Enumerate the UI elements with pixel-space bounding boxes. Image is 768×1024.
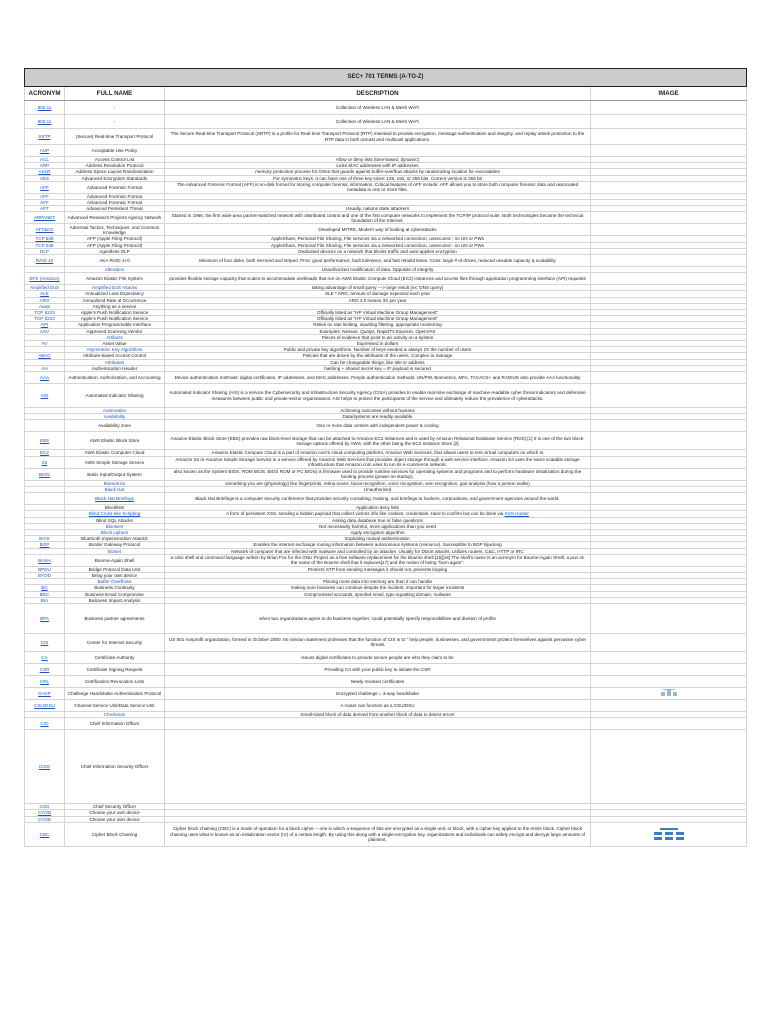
description-cell: ARO 3.0 means 3X per year bbox=[165, 297, 591, 303]
description-cell: SLE * ARO, amount of damage expected each year bbox=[165, 291, 591, 297]
full-name-cell: Basic Input/Output System bbox=[65, 468, 165, 480]
acronym-cell[interactable]: AUP bbox=[25, 145, 65, 157]
description-cell: Small-sized block of data derived from another block of data to detect errors bbox=[165, 711, 591, 717]
description-cell: Unauthorized bbox=[165, 486, 591, 492]
full-name-cell: Bridge Protocol Data Unit bbox=[65, 566, 165, 572]
description-cell: Collection of Wireless LAN & Mesh Wi-Fi bbox=[165, 115, 591, 129]
description-cell bbox=[165, 730, 591, 804]
full-name-cell: Annualized Rate of Occurrence bbox=[65, 297, 165, 303]
acronym-cell[interactable]: ACL bbox=[25, 157, 65, 163]
acronym-cell[interactable]: ASLR bbox=[25, 169, 65, 175]
description-cell: also known as the System BIOS, ROM BIOS, BIOS ROM or PC BIOS) is firmware used to provide runtime services for operating systems and programs and to perform hardware initialization during the booting process (power-on startup). bbox=[165, 468, 591, 480]
description-cell: Developed MITRE, Modern way of looking at cyberattacks bbox=[165, 224, 591, 236]
table-row bbox=[25, 129, 747, 145]
full-name-cell: Choose your own device bbox=[65, 816, 165, 822]
full-name-cell: Asset Value bbox=[65, 341, 165, 347]
acronym-cell[interactable]: CBC bbox=[25, 822, 65, 846]
image-cell bbox=[591, 718, 747, 730]
full-name-cell: Channel Service Unit/Data Service Unit bbox=[65, 699, 165, 711]
description-cell: Achieving outcomes without humans bbox=[165, 408, 591, 414]
description-cell: taking advantage of small query ---> large result (ex: DNS query) bbox=[165, 285, 591, 291]
description-cell: The Advanced Forensic Format (AFF) is on-disk format for storing computer forensic information. Critical features of AFF include: AFF allows you to store both computer forensic data and associated metadata in one or more files. bbox=[165, 181, 591, 193]
full-name-cell: - bbox=[65, 115, 165, 129]
image-cell bbox=[591, 456, 747, 468]
acronym-cell[interactable]: CSU/DSU bbox=[25, 699, 65, 711]
table-row bbox=[25, 687, 747, 699]
full-name-cell: Advanced Persistent Threat bbox=[65, 206, 165, 212]
full-name-cell: Business partner agreements bbox=[65, 603, 165, 633]
full-name-cell: - bbox=[65, 101, 165, 115]
description-cell: Compromised accounts, spoofed email, typo squatting domain, malware bbox=[165, 591, 591, 597]
full-name-cell: Center for Internet Security bbox=[65, 633, 165, 651]
image-cell bbox=[591, 633, 747, 651]
description-cell: Examples: Nessus, Qualys, Rapid7's Exposre, OpenVAS bbox=[165, 328, 591, 334]
full-name-cell: Adversial Tactics, Techniques, and Common Knowledge bbox=[65, 224, 165, 236]
description-cell: AppleShare, Personal File Sharing, File services via a networked connection, unsecured - no UN or PWs bbox=[165, 236, 591, 242]
header-acronym: ACRONYM bbox=[25, 87, 65, 101]
acronym-cell[interactable]: ALE bbox=[25, 291, 65, 297]
image-cell bbox=[591, 273, 747, 285]
acronym-cell[interactable]: CIS bbox=[25, 633, 65, 651]
acronym-cell[interactable]: BPDU bbox=[25, 566, 65, 572]
acronym-cell[interactable]: TCP 548 bbox=[25, 236, 65, 242]
full-name-cell: AWS Elastic Block Store bbox=[65, 432, 165, 450]
full-name-cell: Certificate Signing Request bbox=[65, 663, 165, 675]
acronym-cell[interactable]: AFF bbox=[25, 193, 65, 199]
full-name-cell[interactable]: Biometrics bbox=[65, 480, 165, 486]
description-cell: Officially listed as "HP Virtual Machine Group Management" bbox=[165, 316, 591, 322]
description-cell: hashing + shared secret key = IP payload is secured bbox=[165, 365, 591, 371]
description-cell: when two organizations agree to do business together, could potentially specify responsibilities and division of profits bbox=[165, 603, 591, 633]
description-link[interactable]: XSS Hunter bbox=[504, 511, 529, 517]
image-cell bbox=[591, 181, 747, 193]
full-name-cell: AWS Elastic Computer Cloud bbox=[65, 450, 165, 456]
image-cell bbox=[591, 224, 747, 236]
acronym-cell[interactable]: CYOD bbox=[25, 810, 65, 816]
image-cell bbox=[591, 145, 747, 157]
acronym-cell[interactable]: AAA bbox=[25, 372, 65, 384]
header-description: DESCRIPTION bbox=[165, 87, 591, 101]
full-name-cell: AKA RAID 1+0 bbox=[65, 255, 165, 267]
image-cell bbox=[591, 129, 747, 145]
full-name-cell[interactable]: Checksum bbox=[65, 711, 165, 717]
description-cell: Data/systems are readily available bbox=[165, 414, 591, 420]
full-name-cell: Business Impact Analysis bbox=[65, 597, 165, 603]
description-cell: Can be changeable things, like title or address bbox=[165, 359, 591, 365]
table-row bbox=[25, 554, 747, 566]
table-row bbox=[25, 432, 747, 450]
table-row bbox=[25, 145, 747, 157]
description-cell: Black Hat Briefings is a computer security conference that provides security consulting, training, and briefings to hackers, corporations, and government agencies around the world. bbox=[165, 493, 591, 505]
full-name-cell[interactable]: Amplified DoS Attacks bbox=[65, 285, 165, 291]
acronym-cell[interactable]: CHAP bbox=[25, 687, 65, 699]
full-name-cell: Agentless DLP bbox=[65, 248, 165, 254]
full-name-cell: Cipher Block Chaining bbox=[65, 822, 165, 846]
acronym-cell[interactable]: CIO bbox=[25, 718, 65, 730]
description-cell: Not necessarily harmful, more applications than you need bbox=[165, 523, 591, 529]
full-name-cell: Address Space Layout Randomization bbox=[65, 169, 165, 175]
image-cell bbox=[591, 101, 747, 115]
acronym-cell[interactable]: CSR bbox=[25, 663, 65, 675]
acronym-cell[interactable]: TCP 5223 bbox=[25, 310, 65, 316]
full-name-cell: Advanced Forensic Format bbox=[65, 181, 165, 193]
acronym-cell[interactable]: BASH bbox=[25, 554, 65, 566]
full-name-cell: (Secure) Real-time Transport Protocol bbox=[65, 129, 165, 145]
table-row bbox=[25, 420, 747, 432]
description-cell: Allow or deny lists (time-based, dynamic) bbox=[165, 157, 591, 163]
description-cell: Links MAC addresses with IP addresses bbox=[165, 163, 591, 169]
acronym-cell[interactable]: CRL bbox=[25, 675, 65, 687]
acronym-cell bbox=[25, 420, 65, 432]
image-cell bbox=[591, 651, 747, 663]
full-name-cell: AWS Simple Storage Service bbox=[65, 456, 165, 468]
description-cell: Unauthorized modification of data. Opposite of integrity bbox=[165, 267, 591, 273]
table-row bbox=[25, 273, 747, 285]
full-name-cell: Chief Security Officer bbox=[65, 804, 165, 810]
image-cell bbox=[591, 663, 747, 675]
image-cell bbox=[591, 687, 747, 699]
acronym-cell[interactable]: ABAC bbox=[25, 353, 65, 359]
full-name-cell[interactable]: Black Hat bbox=[65, 486, 165, 492]
acronym-cell[interactable]: BPA bbox=[25, 603, 65, 633]
header-row bbox=[25, 87, 747, 101]
diagram-thumbnail-icon bbox=[661, 689, 677, 697]
description-cell: Newly revoked certificates bbox=[165, 675, 591, 687]
full-name-cell: AFP (Apple Filing Protocol) bbox=[65, 236, 165, 242]
full-name-cell: Certificate Authority bbox=[65, 651, 165, 663]
acronym-cell[interactable]: BC bbox=[25, 585, 65, 591]
description-cell: A router can function as a CSU/DSU bbox=[165, 699, 591, 711]
table-row bbox=[25, 101, 747, 115]
description-cell: For symmetric keys. It can have one of three key sizes: 128, 192, or 256 bits. Current version is 256 bit bbox=[165, 175, 591, 181]
acronym-cell[interactable]: AFF bbox=[25, 181, 65, 193]
table-row bbox=[25, 468, 747, 480]
full-name-cell: Advanced Encryption Standards bbox=[65, 175, 165, 181]
description-cell: One or more data centers with independent power & cooling bbox=[165, 420, 591, 432]
acronym-cell[interactable]: ASV bbox=[25, 328, 65, 334]
description-cell: The Secure Real-time Transport Protocol (SRTP) is a profile for Real-time Transport Protocol (RTP) intended to provide encryption, message authentication and integrity, and replay attack protection to the RTP data in both unicast and multicast applications. bbox=[165, 129, 591, 145]
description-cell: AppleShare, Personal File Sharing, File services via a networked connection, unsecured - no UN or PWs bbox=[165, 242, 591, 248]
table-row bbox=[25, 456, 747, 468]
full-name-cell: Acceptable Use Policy bbox=[65, 145, 165, 157]
image-cell bbox=[591, 420, 747, 432]
description-cell: Enables the internet exchange routing information between autonomous systems (resource). Susceptible to BGP hijacking bbox=[165, 542, 591, 548]
full-name-cell: Availability zone bbox=[65, 420, 165, 432]
table-row bbox=[25, 255, 747, 267]
description-cell: Asking data database true or false questions bbox=[165, 517, 591, 523]
description-cell: making sure business can continue despite the incident, important for larger incidents bbox=[165, 585, 591, 591]
description-cell: Cipher block chaining (CBC) is a mode of operation for a block cipher -- one in which a sequence of bits are encrypted as a single unit, or block, with a cipher key applied to the entire block. Cipher block chaining uses what is known as an initialization vector (IV) of a certain length. By using this along with a single-encryption key, organizations and individuals can safely encrypt and decrypt large amounts of plaintext. bbox=[165, 822, 591, 846]
description-cell: Exploiting mutual authentication bbox=[165, 536, 591, 542]
acronym-cell[interactable]: BIOS bbox=[25, 468, 65, 480]
description-cell: Amazon S3 or Amazon Simple Storage Service is a service offered by Amazon Web Services that provides object storage through a web service interface. Amazon S3 uses the same scalable storage infrastructure that Amazon.com uses to run its e-commerce network. bbox=[165, 456, 591, 468]
image-cell bbox=[591, 468, 747, 480]
description-cell: Device authentication methods: digital certificates, IP addresses, and MAC addresses. People authentication methods: UN/PW, Biometrics, MFA. TACACS+ and RADIUS also provide AAA functionality bbox=[165, 372, 591, 384]
description-cell: Dedicated devices on a network that blocks traffic and auto-applies encryption bbox=[165, 248, 591, 254]
terms-table bbox=[24, 68, 747, 847]
full-name-cell: Application Programmable Interface bbox=[65, 322, 165, 328]
full-name-cell[interactable]: Artifacts bbox=[65, 334, 165, 340]
full-name-cell: Authentication, Authorization, and Accounting bbox=[65, 372, 165, 384]
table-row bbox=[25, 633, 747, 651]
table-row bbox=[25, 224, 747, 236]
image-cell bbox=[591, 675, 747, 687]
table-row bbox=[25, 651, 747, 663]
description-cell: Expressed in dollars bbox=[165, 341, 591, 347]
description-cell: issues digital certificates to provide secure people are who they claim to be bbox=[165, 651, 591, 663]
full-name-cell[interactable]: Asymmetric Key Algorithms bbox=[65, 347, 165, 353]
acronym-cell[interactable]: TCP 548 bbox=[25, 242, 65, 248]
full-name-cell: Challenge Handshake Authentication Protocol bbox=[65, 687, 165, 699]
full-name-cell: Authentication Header bbox=[65, 365, 165, 371]
full-name-cell[interactable]: Attributes bbox=[65, 359, 165, 365]
acronym-cell[interactable]: AFF bbox=[25, 200, 65, 206]
description-cell: Pieces of evidence that point to an activity on a system bbox=[165, 334, 591, 340]
full-name-cell: Address Resolution Protocol bbox=[65, 163, 165, 169]
terms-sheet bbox=[24, 68, 746, 847]
sheet-title: SEC+ 701 TERMS (A-TO-Z) bbox=[25, 69, 747, 87]
table-row bbox=[25, 372, 747, 384]
acronym-cell[interactable]: ARO bbox=[25, 297, 65, 303]
image-cell bbox=[591, 384, 747, 408]
image-cell bbox=[591, 212, 747, 224]
acronym-cell[interactable]: EFS (Amazon) bbox=[25, 273, 65, 285]
full-name-cell: Blind SQL Attacks bbox=[65, 517, 165, 523]
full-name-cell: Apple's Push Notification Service bbox=[65, 316, 165, 322]
full-name-cell[interactable]: Black Hat Briefings bbox=[65, 493, 165, 505]
description-cell: Amazon Elastic Block Store (EBS) provides raw block-level storage that can be attached to Amazon EC2 instances and is used by Amazon Relational Database Service (RDS).[1] It is one of the two block-storage options offered by AWS, with the other being the EC2 Instance Store.[2] bbox=[165, 432, 591, 450]
description-cell: Collection of Wireless LAN & Mesh Wi-Fi bbox=[165, 101, 591, 115]
acronym-cell bbox=[25, 493, 65, 505]
image-cell bbox=[591, 372, 747, 384]
description-cell: Minimum of four disks, both mirrored and striped. Pros: good performance, fault tolerance, and fast rebuild times. Cons: large # of drives, reduced useable capacity & scalability bbox=[165, 255, 591, 267]
image-cell bbox=[591, 493, 747, 505]
acronym-cell[interactable]: CSO bbox=[25, 804, 65, 810]
full-name-cell: Amazon Elastic File System bbox=[65, 273, 165, 285]
full-name-cell: Attribute-based Access Control bbox=[65, 353, 165, 359]
acronym-cell[interactable]: ATT&CK bbox=[25, 224, 65, 236]
acronym-cell[interactable]: S3 bbox=[25, 456, 65, 468]
title-row bbox=[25, 69, 747, 87]
acronym-cell[interactable]: RAID 10 bbox=[25, 255, 65, 267]
table-row bbox=[25, 115, 747, 129]
acronym-cell[interactable]: EBS bbox=[25, 432, 65, 450]
full-name-cell: Apple's Push Notification Service bbox=[65, 310, 165, 316]
acronym-cell[interactable]: 802.11 bbox=[25, 101, 65, 115]
image-cell bbox=[591, 730, 747, 804]
description-cell bbox=[165, 718, 591, 730]
description-cell: Protects STP from sending messages it should not, prevents looping bbox=[165, 566, 591, 572]
acronym-cell[interactable]: BEC bbox=[25, 591, 65, 597]
full-name-cell[interactable]: Blind Cross-site Scripting bbox=[65, 511, 165, 517]
description-cell: Usually, nations state attackers bbox=[165, 206, 591, 212]
description-cell: Amazon Elastic Compute Cloud is a part of Amazon.com's cloud-computing platform, Amazon Web Services, that allows users to rent virtual computers on which to bbox=[165, 450, 591, 456]
full-name-cell: Certification Revocation Lists bbox=[65, 675, 165, 687]
table-row bbox=[25, 822, 747, 846]
cbc-diagram-icon bbox=[654, 828, 684, 840]
description-cell: Started in 1966, the first wide-area packet-switched network with distributed control and one of the first computer networks to implement the TCP/IP protocol suite. Both technologies became the technical foundation of the Internet. bbox=[165, 212, 591, 224]
acronym-cell[interactable]: BIAS bbox=[25, 536, 65, 542]
table-row bbox=[25, 675, 747, 687]
full-name-cell: Bring your own device bbox=[65, 572, 165, 578]
full-name-cell: Approved Scanning Vendor bbox=[65, 328, 165, 334]
description-cell: Providing CA with your public key to initiate the CSR bbox=[165, 663, 591, 675]
image-cell bbox=[591, 554, 747, 566]
full-name-cell[interactable]: Alteration bbox=[65, 267, 165, 273]
full-name-cell[interactable]: Automation bbox=[65, 408, 165, 414]
table-row bbox=[25, 384, 747, 408]
table-row bbox=[25, 730, 747, 804]
acronym-cell[interactable]: CYOD bbox=[25, 816, 65, 822]
description-cell: provides flexible storage capacity that scales to accommodate workloads that run on AWS Elastic Compute Cloud (EC2) instances and access files through application programming interface (API) requests bbox=[165, 273, 591, 285]
full-name-cell: Business Continuity bbox=[65, 585, 165, 591]
description-cell: Encrypted challenge = 3-way handshake bbox=[165, 687, 591, 699]
acronym-cell[interactable]: TCP 5223 bbox=[25, 316, 65, 322]
description-cell: A form of persistent XSS, sending a hidden payload that collect victims info like cookies, credentials. Hard to confirm but can be done via XSS Hunter bbox=[165, 511, 591, 517]
full-name-cell: Chief Information Officer bbox=[65, 718, 165, 730]
acronym-cell[interactable]: AIS bbox=[25, 384, 65, 408]
description-cell: Network of computer that are infected with malware and controlled by an attacker. Usually for DDoS attacks. Utilizes routers, C&C, HTTP or IRC bbox=[165, 548, 591, 554]
acronym-cell[interactable]: CISO bbox=[25, 730, 65, 804]
description-cell: a Unix shell and command language written by Brian Fox for the GNU Project as a free software replacement for the Bourne shell.[15][16] The shell's name is an acronym for Bourne-Again SHell, a pun on the name of the Bourne shell that it replaces[17] and the notion of being "born again". bbox=[165, 554, 591, 566]
full-name-cell[interactable]: Block ciphers bbox=[65, 529, 165, 535]
table-row bbox=[25, 718, 747, 730]
full-name-cell: Annualized Loss Expectancy bbox=[65, 291, 165, 297]
full-name-cell: Blocklists bbox=[65, 505, 165, 511]
full-name-cell: Business Email Compromise bbox=[65, 591, 165, 597]
acronym-cell[interactable]: AH bbox=[25, 365, 65, 371]
image-cell bbox=[591, 432, 747, 450]
description-cell: Apply encryption algorithm bbox=[165, 529, 591, 535]
full-name-cell: Anything as a service bbox=[65, 303, 165, 309]
image-cell bbox=[591, 115, 747, 129]
image-cell bbox=[591, 822, 747, 846]
table-row bbox=[25, 181, 747, 193]
description-cell: Officially listed as "HP Virtual Machine Group Management" bbox=[165, 310, 591, 316]
acronym-cell[interactable]: EC2 bbox=[25, 450, 65, 456]
description-cell: Automated Indicator Sharing (AIS) is a service the Cybersecurity and Infrastructure Security Agency (CISA) provides to enable real-time exchange of machine-readable cyber threat indicators and defensive measures between public and private-sector organizations. AIS helps to protect the participants of the service and ultimately reduce the prevalence of cyberattacks. bbox=[165, 384, 591, 408]
full-name-cell[interactable]: Availability bbox=[65, 414, 165, 420]
full-name-cell[interactable]: Blockers bbox=[65, 523, 165, 529]
acronym-cell[interactable]: APT bbox=[25, 206, 65, 212]
full-name-cell: Bourne-Again Shell bbox=[65, 554, 165, 566]
table-row bbox=[25, 212, 747, 224]
full-name-cell: AFP (Apple Filing Protocol) bbox=[65, 242, 165, 248]
table-row bbox=[25, 663, 747, 675]
header-image: IMAGE bbox=[591, 87, 747, 101]
full-name-cell: Choose your own device bbox=[65, 810, 165, 816]
table-row bbox=[25, 699, 747, 711]
full-name-cell: Automated Indicator Sharing bbox=[65, 384, 165, 408]
description-cell: Policies that are driven by the attributes of the users. Complex to manage bbox=[165, 353, 591, 359]
full-name-cell[interactable]: Botnet bbox=[65, 548, 165, 554]
description-cell: US 501 nonprofit organization, formed in October 2000. Its mission statement professes that the function of CIS is to " help people, businesses, and governments protect themselves against pervasive cyber threats bbox=[165, 633, 591, 651]
acronym-cell[interactable]: BGP bbox=[25, 542, 65, 548]
table-row bbox=[25, 603, 747, 633]
acronym-cell[interactable]: 802.11 bbox=[25, 115, 65, 129]
description-cell: Application deny lists bbox=[165, 505, 591, 511]
acronym-cell[interactable]: CA bbox=[25, 651, 65, 663]
image-cell bbox=[591, 603, 747, 633]
description-cell: Placing more data into memory are than it can handle bbox=[165, 579, 591, 585]
image-cell bbox=[591, 255, 747, 267]
acronym-cell[interactable]: API bbox=[25, 322, 65, 328]
acronym-cell[interactable]: AV bbox=[25, 341, 65, 347]
acronym-cell[interactable]: BYOD bbox=[25, 572, 65, 578]
acronym-cell[interactable]: DLP bbox=[25, 248, 65, 254]
image-cell bbox=[591, 699, 747, 711]
description-cell bbox=[165, 145, 591, 157]
full-name-cell: Advanced Research Projects Agency Network bbox=[65, 212, 165, 224]
full-name-cell: Chief Information Security Officer bbox=[65, 730, 165, 804]
acronym-cell[interactable]: AaaS bbox=[25, 303, 65, 309]
description-cell: Public and private key algorithms. Number of keys needed is always 2X the number of users bbox=[165, 347, 591, 353]
full-name-cell: Access Control List bbox=[65, 157, 165, 163]
acronym-cell[interactable]: BIA bbox=[25, 597, 65, 603]
description-cell: Relies on rate limiting, inputting filtering, appropriate monitoring bbox=[165, 322, 591, 328]
full-name-cell[interactable]: Buffer Overflows bbox=[65, 579, 165, 585]
acronym-cell[interactable]: ARPANET bbox=[25, 212, 65, 224]
full-name-cell: Border Gateway Protocol bbox=[65, 542, 165, 548]
acronym-cell[interactable]: SRTP bbox=[25, 129, 65, 145]
full-name-cell: Bluetooth Impersonation AttackS bbox=[65, 536, 165, 542]
full-name-cell: Advanced Forensic Format bbox=[65, 200, 165, 206]
acronym-cell[interactable]: AES bbox=[25, 175, 65, 181]
description-cell: memory protection process for OSes that guards against buffer-overflow attacks by randomizing location for executables bbox=[165, 169, 591, 175]
header-full-name: FULL NAME bbox=[65, 87, 165, 101]
table-row bbox=[25, 493, 747, 505]
acronym-cell[interactable]: Amplified DoS bbox=[25, 285, 65, 291]
acronym-cell[interactable]: ARP bbox=[25, 163, 65, 169]
description-cell: something you are (physiology) like fingerprints, retina scans, facial recognition, voice recognition, vein recognition, gait analysis (how a person walks) bbox=[165, 480, 591, 486]
full-name-cell: Advanced Forensic Format bbox=[65, 193, 165, 199]
